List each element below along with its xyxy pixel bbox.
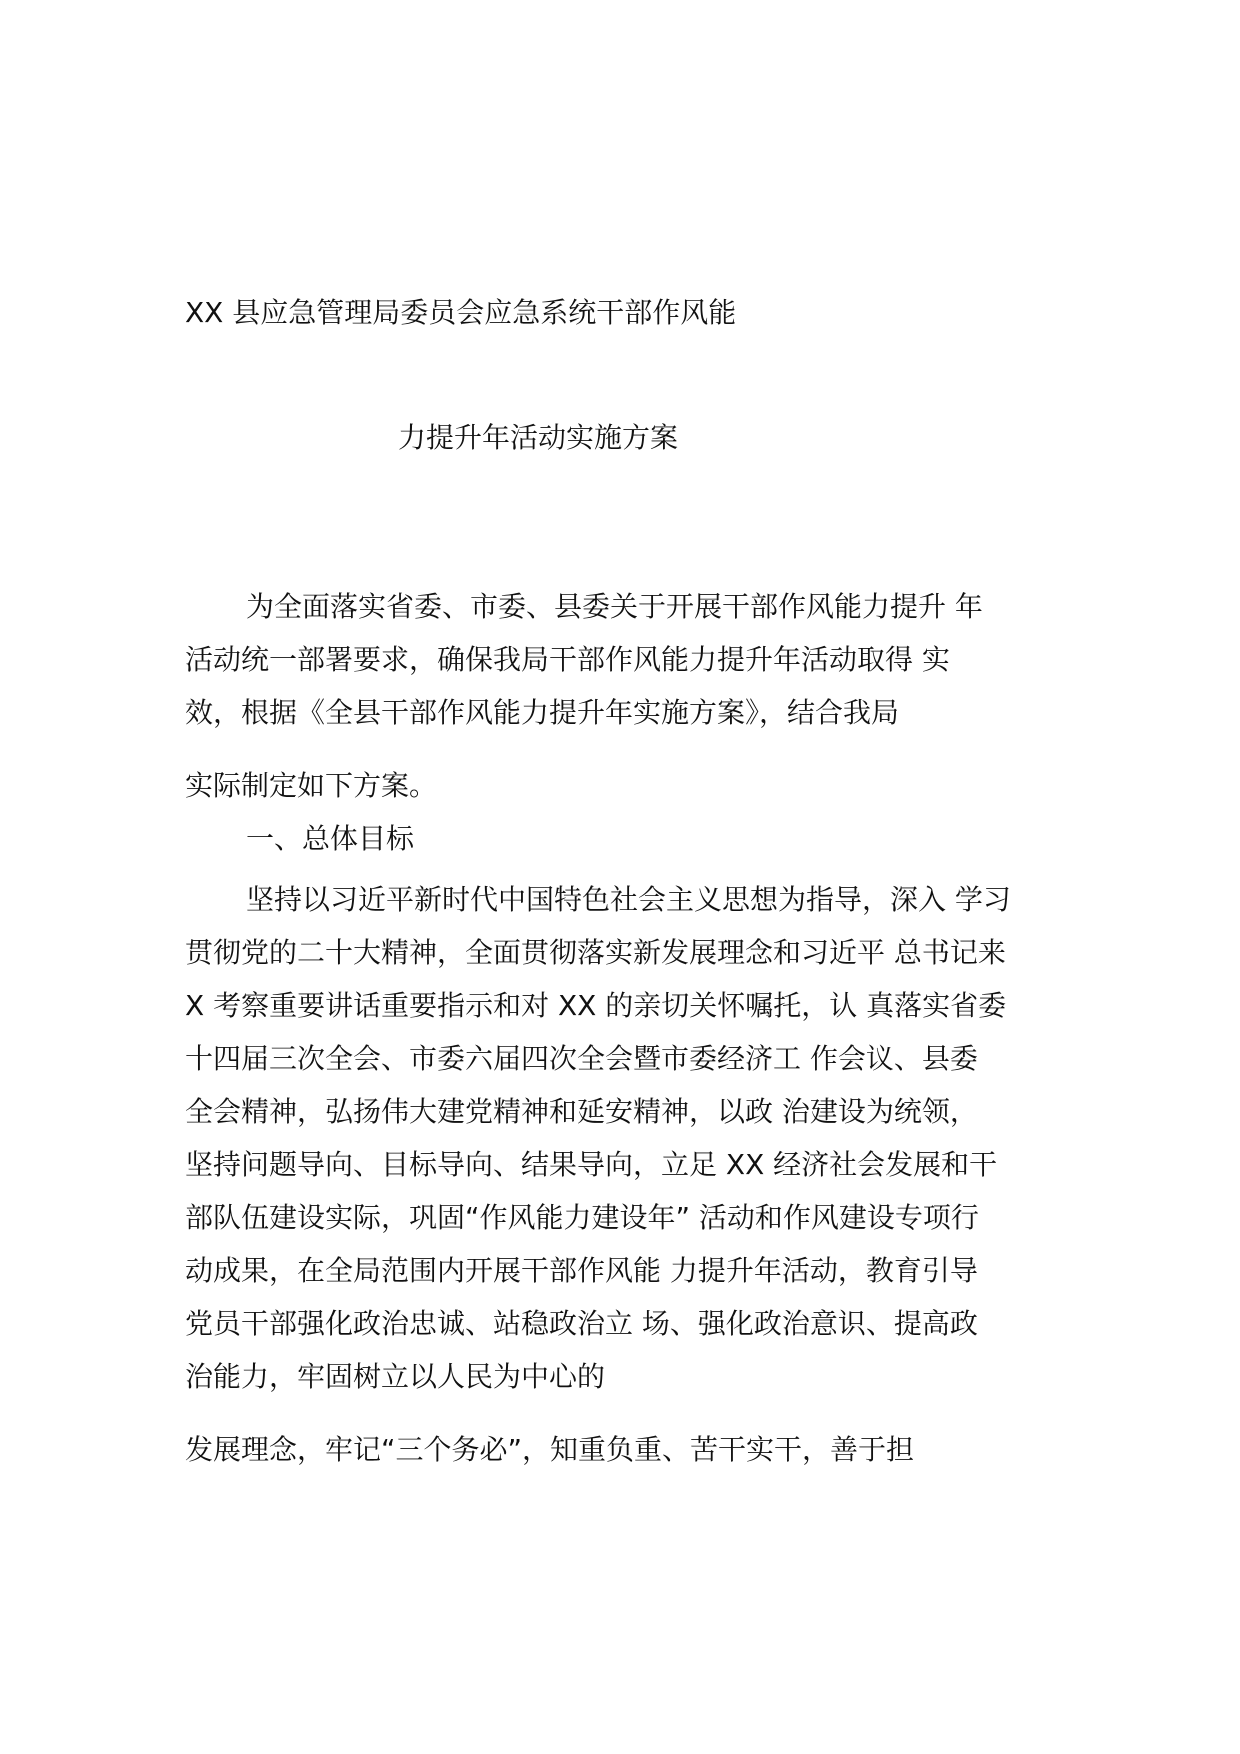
paragraph-2-line-2: 贯彻党的二十大精神，全面贯彻落实新发展理念和习近平 总书记来 <box>185 936 1006 969</box>
paragraph-2-line-6: 坚持问题导向、目标导向、结果导向，立足 XX 经济社会发展和干 <box>185 1148 998 1181</box>
document-title-line-1: XX 县应急管理局委员会应急系统干部作风能 <box>185 296 737 329</box>
paragraph-2-line-4: 十四届三次全会、市委六届四次全会暨市委经济工 作会议、县委 <box>185 1042 978 1075</box>
paragraph-1-line-2: 活动统一部署要求，确保我局干部作风能力提升年活动取得 实 <box>185 643 950 676</box>
paragraph-2-line-9: 党员干部强化政治忠诚、站稳政治立 场、强化政治意识、提高政 <box>185 1307 978 1340</box>
paragraph-2-line-7: 部队伍建设实际，巩固“作风能力建设年” 活动和作风建设专项行 <box>185 1201 979 1234</box>
section-1-heading: 一、总体目标 <box>246 822 415 855</box>
paragraph-2-line-11: 发展理念，牢记“三个务必”，知重负重、苦干实干，善于担 <box>185 1433 915 1466</box>
paragraph-2-line-5: 全会精神，弘扬伟大建党精神和延安精神，以政 治建设为统领， <box>185 1095 978 1128</box>
paragraph-2-line-3: X 考察重要讲话重要指示和对 XX 的亲切关怀嘱托，认 真落实省委 <box>185 989 1007 1022</box>
paragraph-1-line-1: 为全面落实省委、市委、县委关于开展干部作风能力提升 年 <box>246 590 983 623</box>
paragraph-2-line-1: 坚持以习近平新时代中国特色社会主义思想为指导，深入 学习 <box>246 883 1011 916</box>
paragraph-1-line-4: 实际制定如下方案。 <box>185 769 438 802</box>
paragraph-2-line-10: 治能力，牢固树立以人民为中心的 <box>185 1360 606 1393</box>
paragraph-2-line-8: 动成果，在全局范围内开展干部作风能 力提升年活动，教育引导 <box>185 1254 978 1287</box>
paragraph-1-line-3: 效，根据《全县干部作风能力提升年实施方案》，结合我局 <box>185 696 900 729</box>
document-title-line-2: 力提升年活动实施方案 <box>398 421 679 454</box>
